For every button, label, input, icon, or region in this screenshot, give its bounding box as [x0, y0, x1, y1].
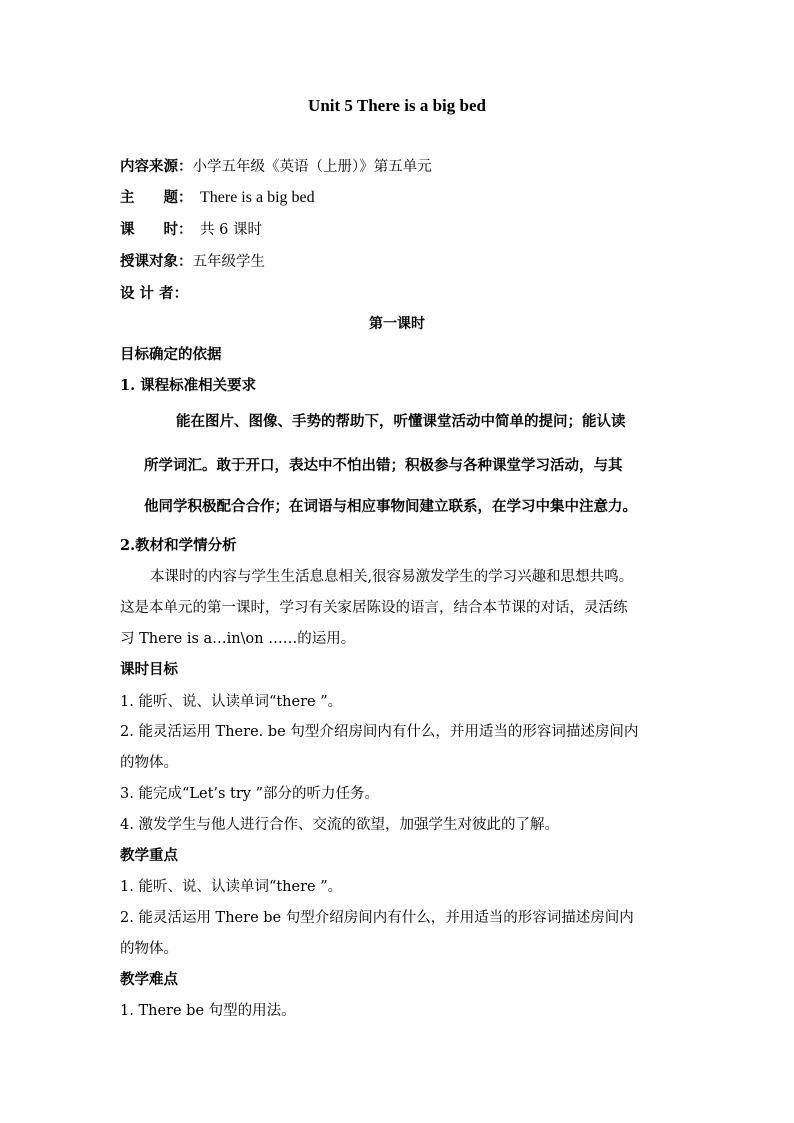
meta-topic-label: 主 题： [120, 189, 193, 206]
meta-audience-value: 五年级学生 [192, 254, 265, 270]
requirements-heading: 1. 课程标准相关要求 [120, 377, 257, 394]
objective-item: 4. 激发学生与他人进行合作、交流的欲望，加强学生对彼此的了解。 [120, 817, 559, 833]
meta-audience-label: 授课对象： [120, 253, 193, 270]
analysis-heading: 2.教材和学情分析 [120, 537, 237, 554]
objective-item: 3. 能完成“Let’s try ”部分的听力任务。 [120, 786, 380, 802]
keypoint-item: 的物体。 [120, 941, 178, 957]
meta-audience [120, 252, 265, 272]
objective-item: 1. 能听、说、认读单词“there ”。 [120, 694, 343, 710]
meta-hours [120, 220, 262, 240]
keypoint-item: 2. 能灵活运用 There be 句型介绍房间内有什么，并用适当的形容词描述房间内 [120, 910, 634, 926]
basis-heading: 目标确定的依据 [120, 346, 222, 363]
meta-hours-value: 共 6 课时 [200, 222, 262, 238]
difficulty-item: 1. There be 句型的用法。 [120, 1003, 296, 1019]
requirements-line: 他同学积极配合合作；在词语与相应事物间建立联系，在学习中集中注意力。 [144, 498, 637, 515]
meta-source-value: 小学五年级《英语（上册）》第五单元 [192, 159, 432, 175]
keypoint-item: 1. 能听、说、认读单词“there ”。 [120, 879, 343, 895]
document-title: Unit 5 There is a big bed [308, 96, 486, 115]
lesson-heading: 第一课时 [369, 316, 425, 332]
meta-designer-label: 设 计 者： [120, 285, 189, 302]
meta-source [120, 157, 432, 177]
analysis-line: 这是本单元的第一课时，学习有关家居陈设的语言，结合本节课的对话，灵活练 [120, 600, 628, 616]
keypoints-heading: 教学重点 [120, 847, 178, 864]
objective-item: 2. 能灵活运用 There. be 句型介绍房间内有什么，并用适当的形容词描述房间内 [120, 724, 639, 740]
objectives-heading: 课时目标 [120, 661, 178, 678]
meta-designer [120, 284, 188, 304]
requirements-line: 所学词汇。敢于开口，表达中不怕出错；积极参与各种课堂学习活动，与其 [144, 457, 623, 474]
analysis-line: 本课时的内容与学生生活息息相关,很容易激发学生的学习兴趣和思想共鸣。 [150, 569, 634, 585]
requirements-line: 能在图片、图像、手势的帮助下，听懂课堂活动中简单的提问；能认读 [176, 413, 626, 430]
analysis-line: 习 There is a…in\on ……的运用。 [120, 631, 356, 647]
difficulties-heading: 教学难点 [120, 971, 178, 988]
meta-topic [120, 188, 315, 208]
meta-source-label: 内容来源： [120, 158, 193, 175]
objective-item: 的物体。 [120, 755, 178, 771]
meta-hours-label: 课 时： [120, 221, 193, 238]
meta-topic-value: There is a big bed [200, 189, 315, 206]
